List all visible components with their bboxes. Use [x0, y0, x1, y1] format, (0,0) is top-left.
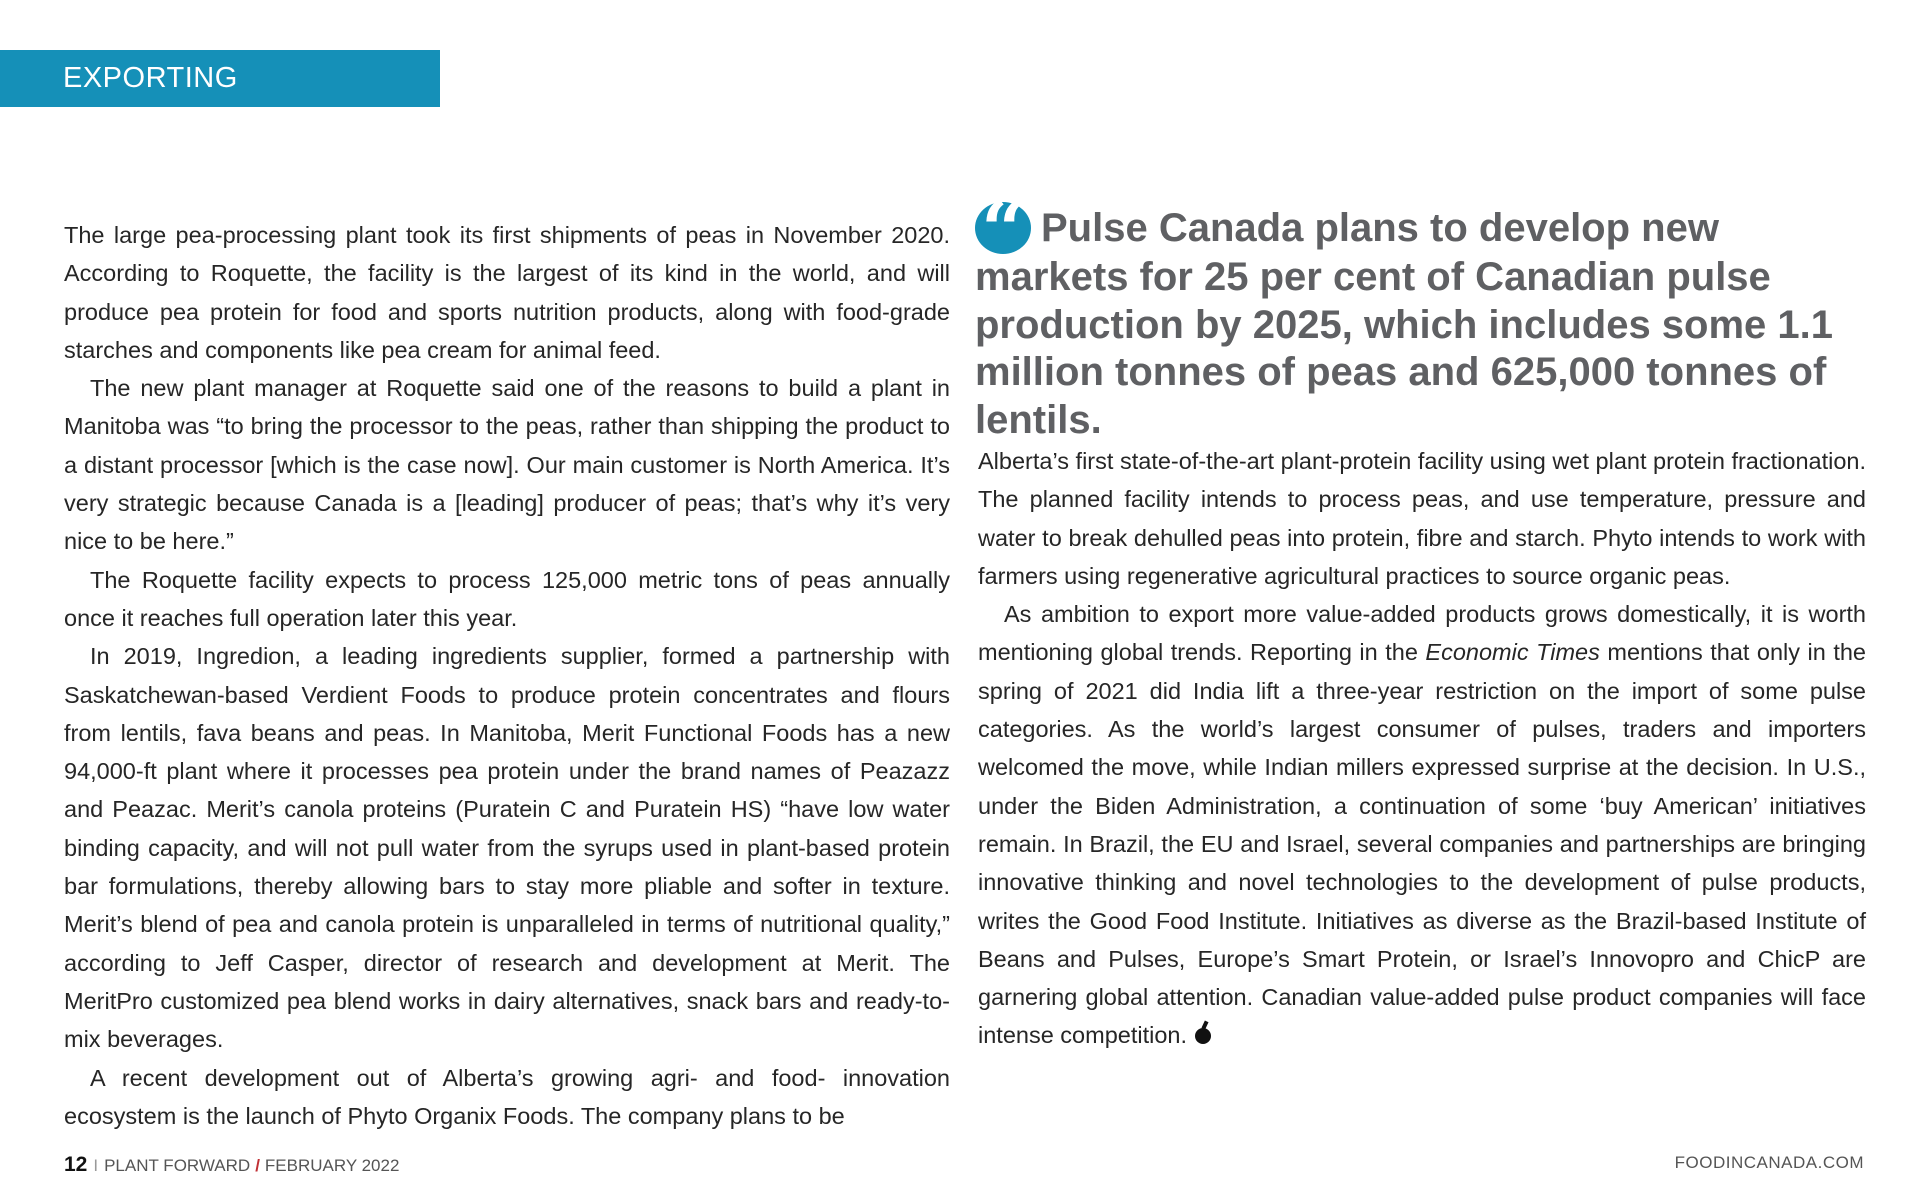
quote-mark-icon: “ — [975, 202, 1031, 254]
page-number: 12 — [64, 1153, 88, 1176]
body-paragraph: A recent development out of Alberta’s growing agri- and food- innovation ecosystem is the launch of Phyto Organix Foods. The company plans to be — [64, 1064, 950, 1129]
folio-slash: / — [255, 1156, 260, 1175]
footer-website: FOODINCANADA.COM — [1674, 1153, 1864, 1172]
body-paragraph — [978, 595, 1866, 1055]
body-paragraph: Alberta’s first state-of-the-art plant-protein facility using wet plant protein fractionation. The planned facility intends to process peas, and use temperature, pressure and water to break dehulled peas into protein, fibre and starch. Phyto intends to work with farmers using regenerative agricultural practices to source organic peas. — [978, 448, 1866, 589]
publication-title: Economic Times — [1425, 639, 1600, 666]
body-text: mentions that only in the spring of 2021 did India lift a three-year restriction on the import of some pulse categories. As the world’s largest consumer of pulses, traders and importers welcomed the move, while Indian millers expressed surprise at the decision. In U.S., under the Biden Administration, a continuation of some ‘buy American’ initiatives remain. In Brazil, the EU and Israel, several companies and partnerships are bringing innovative thinking and novel technologies to the development of pulse products, writes the Good Food Institute. Initiatives as diverse as the Brazil-based Institute of Beans and Pulses, Europe’s Smart Protein, or Israel’s Innovopro and ChicP are garnering global attention. Canadian value-added pulse product companies will face intense competition. — [978, 639, 1866, 1049]
left-column — [64, 216, 950, 1135]
publication-name: PLANT FORWARD — [104, 1156, 251, 1175]
body-paragraph: In 2019, Ingredion, a leading ingredients supplier, formed a partnership with Saskatchewan-based Verdient Foods to produce protein concentrates and flours from lentils, fava beans and peas. In Manitoba, Merit Functional Foods has a new 94,000-ft plant where it processes pea protein under the brand names of Peazazz and Peazac. Merit’s canola proteins (Puratein C and Puratein HS) “have low water binding capacity, and will not pull water from the syrups used in plant-based protein bar formulations, thereby allowing bars to stay more pliable and softer in texture. Merit’s blend of pea and canola protein is unparalleled in terms of nutritional quality,” according to Jeff Casper, director of research and development at Merit. The MeritPro customized pea blend works in dairy alternatives, snack bars and ready-to-mix beverages. — [64, 643, 950, 1053]
footer-folio — [64, 1153, 399, 1177]
folio-separator: I — [93, 1156, 99, 1175]
right-column — [978, 442, 1866, 1055]
body-text: As ambition to export more value-added products grows domestically, it is worth mentioning global trends. Reporting in the — [978, 601, 1866, 666]
body-paragraph: The large pea-processing plant took its first shipments of peas in November 2020. According to Roquette, the facility is the largest of its kind in the world, and will produce pea protein for food and sports nutrition products, along with food-grade starches and components like pea cream for animal feed. — [64, 222, 950, 363]
section-banner — [0, 50, 440, 107]
pull-quote-text: Pulse Canada plans to develop new markets for 25 per cent of Canadian pulse production by 2025, which includes some 1.1 million tonnes of peas and 625,000 tonnes of lentils. — [975, 206, 1834, 442]
body-paragraph: The new plant manager at Roquette said one of the reasons to build a plant in Manitoba was “to bring the processor to the peas, rather than shipping the product to a distant processor [which is the case now]. Our main customer is North America. It’s very strategic because Canada is a [leading] producer of peas; that’s why it’s very nice to be here.” — [64, 375, 950, 555]
body-paragraph: The Roquette facility expects to process 125,000 metric tons of peas annually once it reaches full operation later this year. — [64, 566, 950, 631]
issue-date: FEBRUARY 2022 — [264, 1156, 400, 1175]
pull-quote — [975, 185, 1875, 444]
section-label: EXPORTING — [63, 62, 238, 94]
end-mark-icon — [1195, 1028, 1211, 1044]
